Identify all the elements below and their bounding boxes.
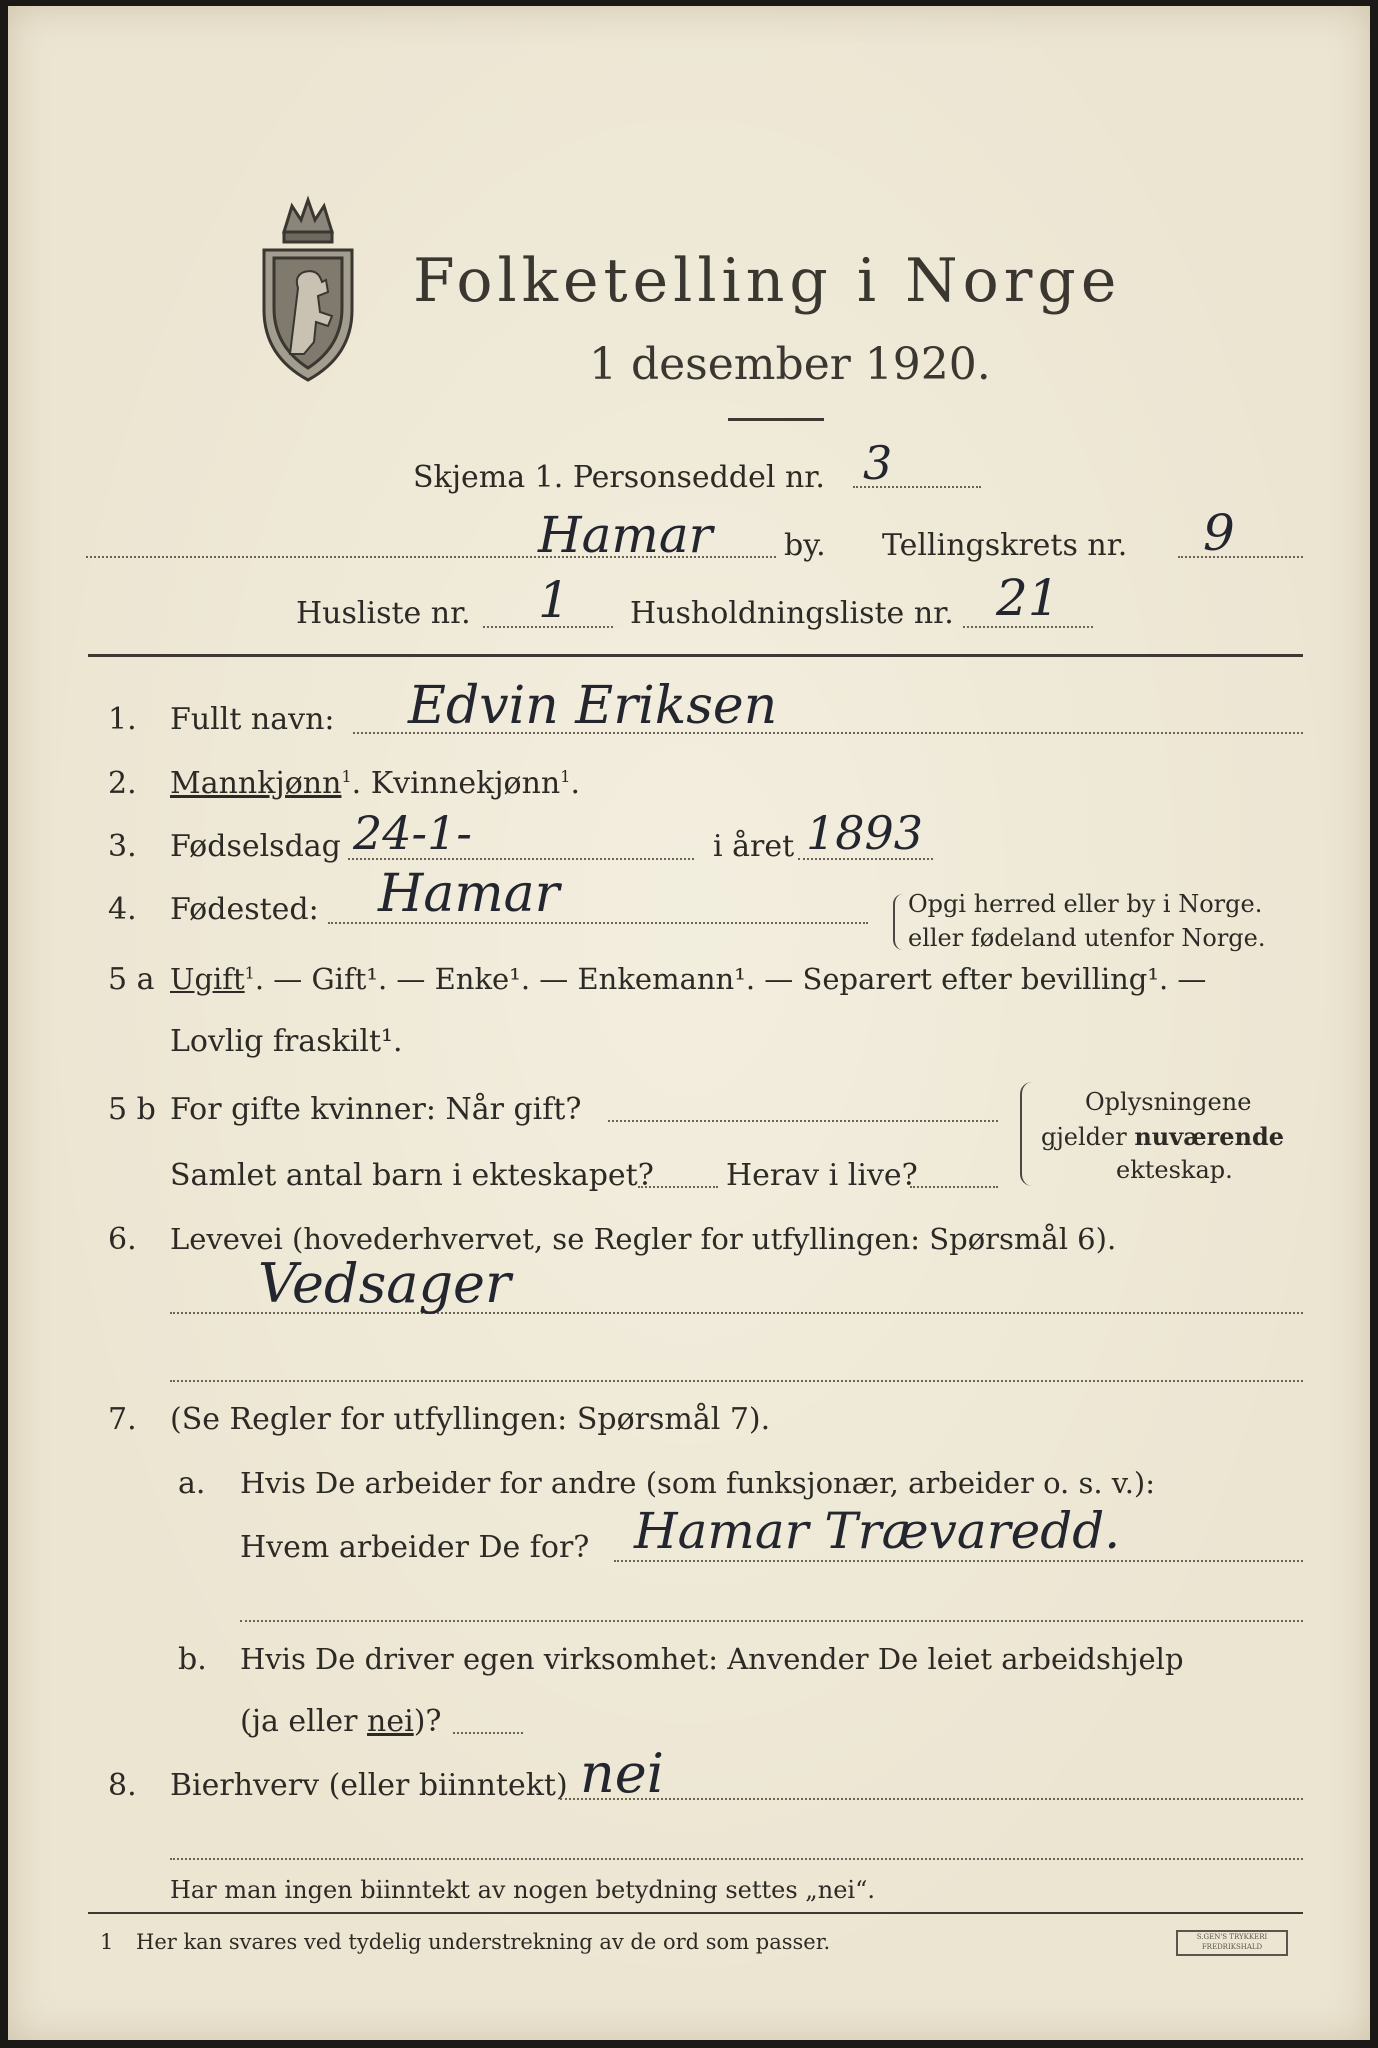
q7-number: 7. (108, 1402, 137, 1437)
occupation-label: Levevei (hovederhvervet, se Regler for utfyllingen: Spørsmål 6). (170, 1222, 1117, 1256)
husholdning-answer: 21 (996, 569, 1060, 627)
gender-female[interactable]: Kvinnekjønn (370, 766, 561, 801)
birthday-label: Fødselsdag (170, 829, 341, 864)
q7a-number: a. (178, 1466, 206, 1501)
footnote-text: Her kan svares ved tydelig understrekning av de ord som passer. (136, 1930, 831, 1954)
title-divider (728, 418, 824, 421)
hired-help-options[interactable]: (ja eller nei)? (240, 1704, 442, 1739)
marriage-note-line1: Oplysningene (1085, 1088, 1252, 1116)
children-alive-field[interactable] (910, 1186, 998, 1188)
q5b-number: 5 b (108, 1092, 156, 1127)
schema-label: Skjema 1. Personseddel nr. (413, 460, 825, 495)
employer-field-2[interactable] (240, 1620, 1303, 1622)
employer-label: Hvem arbeider De for? (240, 1530, 590, 1565)
person-nr-answer: 3 (863, 436, 893, 490)
q2-number: 2. (108, 766, 137, 801)
footnote-mark: 1 (100, 1930, 114, 1954)
q1-number: 1. (108, 702, 137, 737)
q3-number: 3. (108, 829, 137, 864)
q6-number: 6. (108, 1222, 137, 1257)
q7b-number: b. (178, 1642, 207, 1677)
married-women-label: For gifte kvinner: Når gift? (170, 1092, 582, 1127)
census-form (8, 6, 1370, 2040)
marital-options[interactable]: Ugift$^1$. — Gift¹. — Enke¹. — Enkemann¹. — Separert efter bevilling¹. — (170, 962, 1207, 996)
husliste-answer: 1 (538, 571, 570, 629)
q4-number: 4. (108, 892, 137, 927)
form-title: Folketelling i Norge (413, 246, 1122, 316)
birth-year-label: i året (713, 829, 795, 864)
employer-field[interactable] (614, 1560, 1303, 1562)
coat-of-arms-icon (254, 184, 362, 384)
q8-number: 8. (108, 1768, 137, 1803)
birthday-answer: 24-1- (353, 806, 472, 860)
marital-unmarried[interactable]: Ugift (170, 962, 245, 996)
footer-rule (88, 1912, 1303, 1914)
side-income-note: Har man ingen biinntekt av nogen betydning settes „nei“. (170, 1876, 875, 1904)
birthplace-note-brace (893, 894, 903, 950)
birthplace-note-line2: eller fødeland utenfor Norge. (908, 924, 1266, 952)
birthplace-label: Fødested: (170, 892, 319, 927)
header-rule (88, 654, 1303, 657)
gender-male[interactable]: Mannkjønn (170, 766, 342, 801)
married-date-field[interactable] (608, 1120, 998, 1122)
marital-other-options[interactable]: . — Gift¹. — Enke¹. — Enkemann¹. — Separert efter bevilling¹. — (254, 962, 1207, 996)
side-income-answer: nei (580, 1742, 665, 1805)
birth-year-answer: 1893 (806, 806, 924, 860)
birthplace-note-line1: Opgi herred eller by i Norge. (908, 890, 1263, 918)
children-alive-label: Herav i live? (726, 1158, 918, 1193)
q7a-line1: Hvis De arbeider for andre (som funksjonær, arbeider o. s. v.): (240, 1466, 1156, 1500)
q7-label: (Se Regler for utfyllingen: Spørsmål 7). (170, 1402, 771, 1437)
children-count-label: Samlet antal barn i ekteskapet? (170, 1158, 654, 1193)
birthplace-answer: Hamar (378, 864, 560, 924)
q7b-line1: Hvis De driver egen virksomhet: Anvender De leiet arbeidshjelp (240, 1642, 1184, 1676)
tellingskrets-field[interactable] (1178, 556, 1303, 558)
hired-help-field[interactable] (453, 1732, 523, 1734)
marriage-note-line2: gjelder nuværende (1041, 1122, 1285, 1151)
side-income-label: Bierhverv (eller biinntekt) (170, 1768, 568, 1803)
side-income-field[interactable] (560, 1798, 1303, 1800)
side-income-field-2[interactable] (170, 1858, 1303, 1860)
children-count-field[interactable] (638, 1186, 718, 1188)
marriage-note-line3: ekteskap. (1116, 1156, 1233, 1184)
marriage-note-brace (1020, 1082, 1032, 1186)
employer-answer: Hamar Trævaredd. (634, 1502, 1121, 1560)
form-date: 1 desember 1920. (589, 339, 991, 390)
q5a-number: 5 a (108, 962, 155, 997)
printer-stamp: S.GEN'S TRYKKERI FREDRIKSHALD (1176, 1930, 1288, 1956)
gender-options[interactable]: Mannkjønn$^1$. Kvinnekjønn$^1$. (170, 766, 580, 801)
husliste-label: Husliste nr. (296, 596, 471, 631)
tellingskrets-answer: 9 (1203, 504, 1235, 562)
tellingskrets-label: Tellingskrets nr. (882, 528, 1128, 563)
q1-label: Fullt navn: (170, 702, 335, 737)
hired-help-no[interactable]: nei (367, 1704, 414, 1739)
husholdning-label: Husholdningsliste nr. (630, 596, 954, 631)
marital-divorced[interactable]: Lovlig fraskilt¹. (170, 1024, 403, 1059)
full-name-answer: Edvin Eriksen (408, 676, 778, 736)
by-label: by. (784, 528, 826, 563)
city-answer: Hamar (538, 506, 713, 564)
occupation-answer: Vedsager (258, 1252, 511, 1315)
occupation-field-2[interactable] (170, 1380, 1303, 1382)
